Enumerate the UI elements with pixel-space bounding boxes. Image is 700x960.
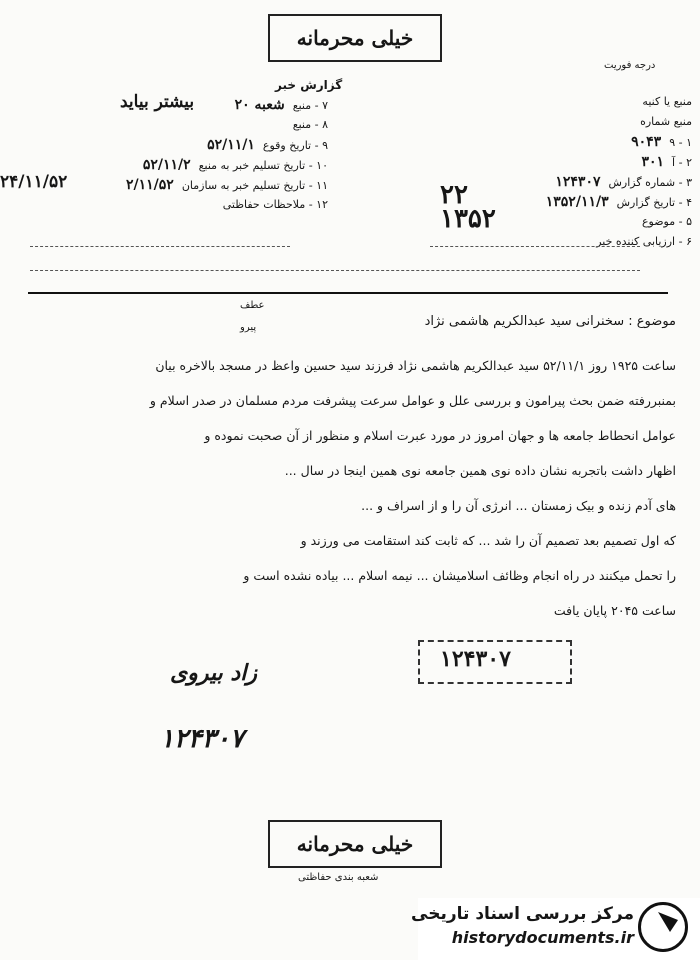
right-field-row: ۳ - شماره گزارش۱۲۴۳۰۷ [555,174,692,190]
form-divider [30,246,290,247]
archive-name: مرکز بررسی اسناد تاریخی [411,904,634,924]
body-line: ساعت ۱۹۲۵ روز ۵۲/۱۱/۱ سید عبدالکریم هاشمی نژاد فرزند سید حسین واعظ در مسجد بالاخره بیان [155,358,676,373]
handwritten-report-year: ۱۳۵۲ [440,204,496,234]
classification-stamp-top [268,14,442,62]
body-line: عوامل انحطاط جامعه ها و جهان امروز در مورد عبرت اسلام و منظور از آن صحبت نموده و [204,428,676,443]
registration-stamp [418,640,572,684]
left-field-row: ۱۱ - تاریخ تسلیم خبر به سازمان۲/۱۱/۵۲ [126,177,328,193]
left-field-row: ۱۰ - تاریخ تسلیم خبر به منبع۵۲/۱۱/۲ [142,157,328,173]
header-rule [28,292,668,294]
right-field-row: ۲ - آ۳۰۱ [641,154,692,170]
report-title: گزارش خبر [275,78,343,92]
body-line: اظهار داشت باتجربه نشان داده نوی همین جامعه نوی همین اینجا در سال ... [284,463,676,478]
urgency-note: درجه فوریت [604,60,656,71]
left-field-row: ۹ - تاریخ وقوع۵۲/۱۱/۱ [207,137,328,153]
body-line: بمنبررفته ضمن بحث پیرامون و بررسی علل و عوامل سرعت پیشرفت مردم مسلمان در صدر اسلام و [149,393,676,408]
right-field-row: منبع یا کنیه [642,95,692,108]
margin-note-bottom: پیرو [240,322,257,333]
registration-stamp-number: ۱۲۴۳۰۷ [440,646,511,672]
classification-stamp-bottom [268,820,442,868]
handwritten-signature-1: زاد بیروی [170,660,257,686]
handwritten-side-note: بیشتر بیاید [120,92,195,112]
body-line: را تحمل میکنند در راه انجام وظائف اسلامیشان ... نیمه اسلام ... بیاده نشده است و [243,568,676,583]
form-divider [430,246,640,247]
archive-logo-icon [638,902,688,952]
body-line: که اول تصمیم بعد تصمیم آن را شد ... که ثابت کند استقامت می ورزند و [300,533,676,548]
form-divider [30,270,640,271]
left-field-row: ۱۲ - ملاحظات حفاظتی [222,198,328,211]
right-field-row: ۱ - ۹۹۰۴۳ [631,134,692,150]
body-line: های آدم زنده و بیک زمستان ... انرژی آن را و از اسراف و ... [361,498,676,513]
classification-stamp-bottom-text: خیلی محرمانه [296,832,414,856]
left-field-row: ۷ - منبعشعبه ۲۰ [234,97,328,113]
right-field-row: ۶ - ارزیابی کننده خبر [596,235,692,248]
handwritten-signature-2: ۱۲۴۳۰۷ [160,724,244,754]
right-field-row: منبع شماره [640,115,692,128]
subject-line: موضوع : سخنرانی سید عبدالکریم هاشمی نژاد [424,314,676,329]
left-fields [8,95,328,215]
right-field-row: ۴ - تاریخ گزارش۱۳۵۲/۱۱/۳ [545,194,692,210]
right-field-row: ۵ - موضوع [641,215,692,228]
report-body [26,348,676,628]
archive-watermark [411,898,700,960]
classification-note: شعبه بندی حفاظتی [298,872,379,883]
handwritten-side-date: ۲۴/۱۱/۵۲ [0,172,68,192]
archive-url: historydocuments.ir [451,928,634,947]
handwritten-report-number: ۲۲ [440,180,468,210]
body-line: ساعت ۲۰۴۵ پایان یافت [553,603,676,618]
margin-note-top: عطف [240,300,265,311]
left-field-row: ۸ - منبع [292,118,328,131]
classification-stamp-top-text: خیلی محرمانه [296,26,414,50]
